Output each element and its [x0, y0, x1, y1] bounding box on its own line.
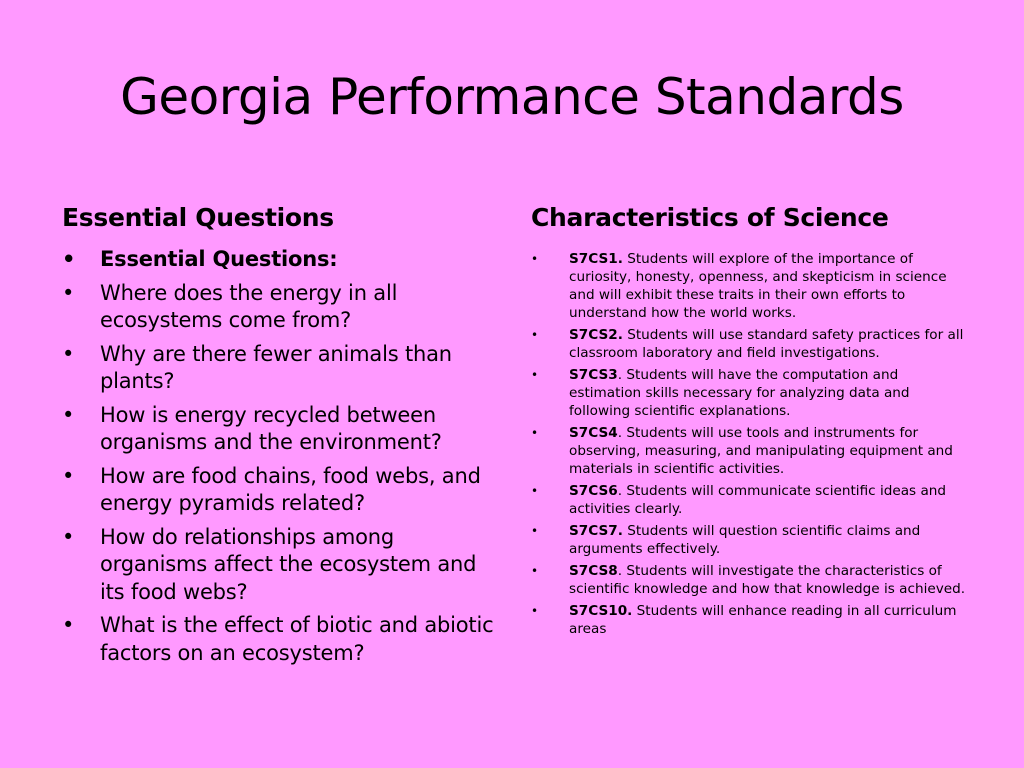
bullet-icon: •	[531, 524, 539, 538]
standard-code: S7CS6	[569, 483, 618, 499]
list-item	[531, 522, 971, 558]
standard-code: S7CS4	[569, 425, 618, 441]
list-item	[62, 341, 507, 396]
standard-text: . Students will investigate the characteristics of scientific knowledge and how that knowledge is achieved.	[569, 563, 966, 597]
bullet-icon: •	[62, 524, 75, 549]
list-item-text: Where does the energy in all ecosystems come from?	[100, 280, 398, 332]
list-item-text: Essential Questions:	[100, 247, 338, 271]
slide-title: Georgia Performance Standards	[120, 68, 904, 126]
bullet-icon: •	[531, 484, 539, 498]
list-item	[531, 250, 971, 322]
list-item-text: Why are there fewer animals than plants?	[100, 341, 452, 393]
list-item	[62, 280, 507, 335]
characteristics-column	[531, 196, 971, 642]
standard-code: S7CS10.	[569, 603, 633, 619]
standard-text: Students will use standard safety practices for all classroom laboratory and field investigations.	[569, 327, 964, 361]
standard-code: S7CS7.	[569, 523, 623, 539]
standard-text: Students will enhance reading in all curriculum areas	[569, 603, 957, 637]
bullet-icon: •	[62, 402, 75, 427]
list-item	[531, 424, 971, 478]
standard-code: S7CS8	[569, 563, 618, 579]
list-item-text: How are food chains, food webs, and energy pyramids related?	[100, 463, 481, 515]
characteristics-heading: Characteristics of Science	[531, 203, 889, 232]
bullet-icon: •	[62, 341, 75, 366]
characteristics-list	[531, 250, 971, 638]
bullet-icon: •	[531, 328, 539, 342]
list-item	[62, 612, 507, 667]
standard-text: Students will question scientific claims and arguments effectively.	[569, 523, 921, 557]
bullet-icon: •	[62, 247, 76, 271]
list-item-text: How is energy recycled between organisms and the environment?	[100, 402, 442, 454]
standard-text: . Students will use tools and instruments for observing, measuring, and manipulating equipment and materials in scientific activities.	[569, 425, 953, 477]
list-item	[62, 524, 507, 607]
essential-questions-heading: Essential Questions	[62, 203, 334, 232]
list-item	[531, 602, 971, 638]
list-item-text: How do relationships among organisms affect the ecosystem and its food webs?	[100, 524, 477, 604]
essential-questions-column	[62, 196, 507, 673]
list-item	[531, 366, 971, 420]
bullet-icon: •	[62, 280, 75, 305]
list-item	[62, 402, 507, 457]
list-item	[62, 246, 507, 274]
standard-code: S7CS3	[569, 367, 618, 383]
bullet-icon: •	[531, 604, 539, 618]
standard-code: S7CS2.	[569, 327, 623, 343]
list-item	[531, 326, 971, 362]
standard-text: . Students will have the computation and estimation skills necessary for analyzing data and following scientific explanations.	[569, 367, 910, 419]
bullet-icon: •	[531, 426, 539, 440]
bullet-icon: •	[62, 613, 75, 637]
bullet-icon: •	[531, 368, 539, 382]
essential-questions-list	[62, 246, 507, 667]
bullet-icon: •	[531, 564, 539, 578]
list-item-text: What is the effect of biotic and abiotic factors on an ecosystem?	[100, 613, 494, 665]
bullet-icon: •	[62, 463, 75, 488]
standard-code: S7CS1.	[569, 251, 623, 267]
list-item	[531, 562, 971, 598]
list-item	[62, 463, 507, 518]
bullet-icon: •	[531, 252, 539, 266]
standard-text: . Students will communicate scientific ideas and activities clearly.	[569, 483, 947, 517]
list-item	[531, 482, 971, 518]
standard-text: Students will explore of the importance of curiosity, honesty, openness, and skepticism in science and will exhibit these traits in their own efforts to understand how the world works.	[569, 251, 947, 321]
